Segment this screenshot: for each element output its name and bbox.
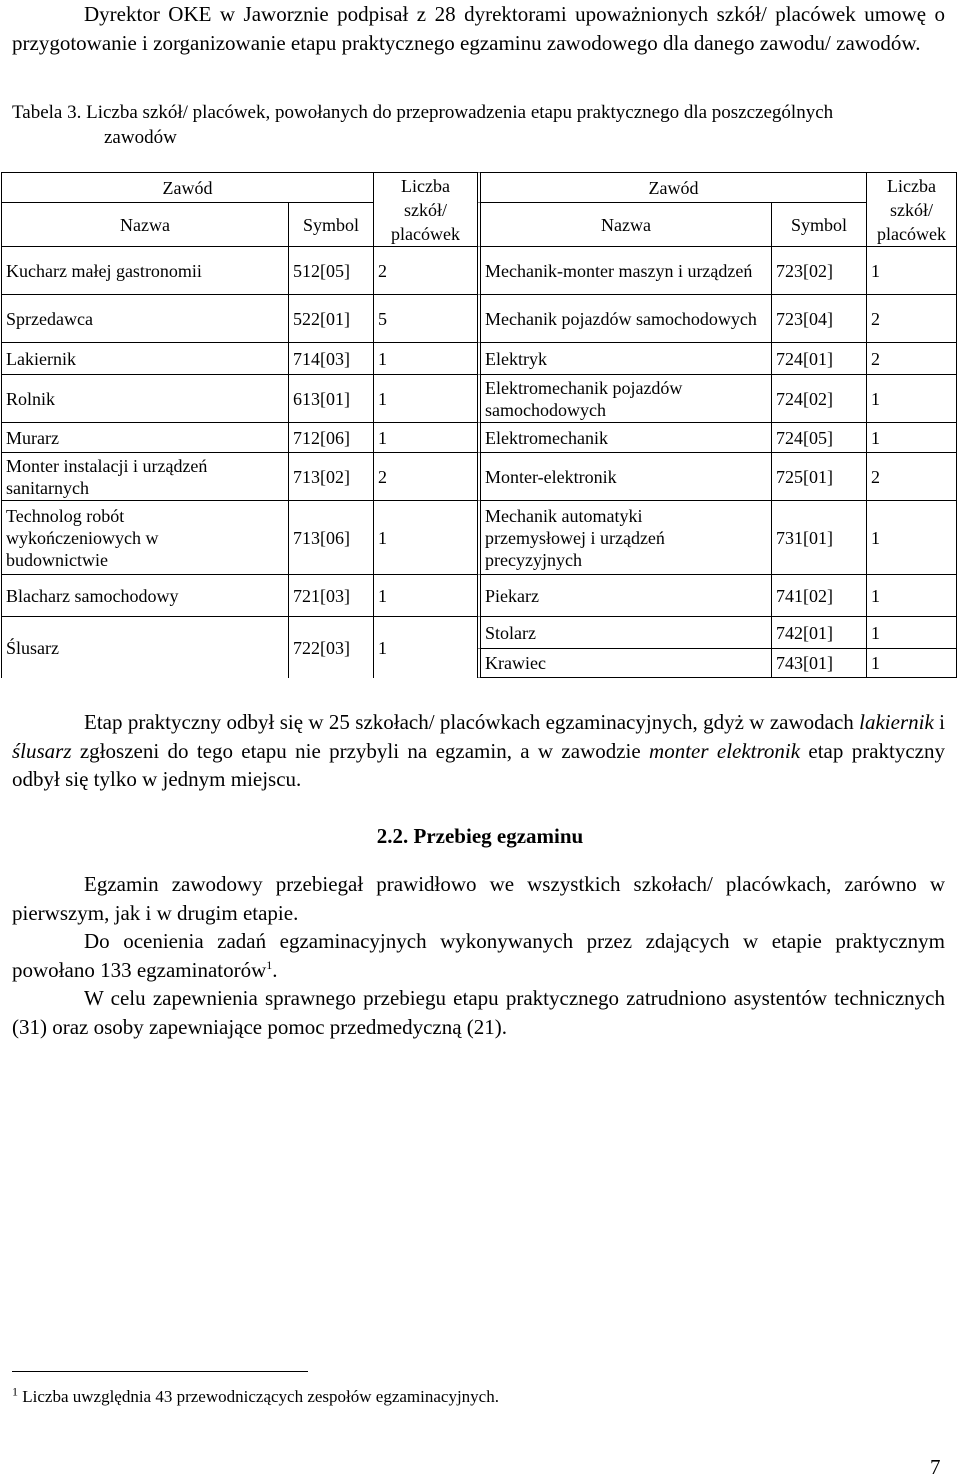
cell-right-symbol: 724[01] — [771, 342, 866, 374]
cell-right-symbol: 731[01] — [771, 500, 866, 574]
footnote: $^1$ Liczba uwzględnia 43 przewodniczących zespołów egzaminacyjnych. — [12, 1384, 499, 1406]
footnote-ref[interactable]: 1 — [266, 957, 273, 972]
table-caption-label: Tabela 3. — [12, 102, 82, 123]
cell-right-symbol: 741[02] — [771, 574, 866, 616]
cell-left-name: Ślusarz — [1, 616, 288, 678]
cell-left-symbol: 714[03] — [288, 342, 373, 374]
cell-left-symbol: 712[06] — [288, 422, 373, 452]
cell-left-symbol: 721[03] — [288, 574, 373, 616]
term-lakiernik: lakiernik — [859, 710, 934, 734]
cell-right-count: 1 — [866, 374, 957, 422]
header-name-right: Nazwa — [477, 202, 771, 246]
cell-left-name: Murarz — [1, 422, 288, 452]
table-row — [1, 294, 957, 342]
cell-left-name: Blacharz samochodowy — [1, 574, 288, 616]
footnote-separator — [12, 1371, 308, 1372]
header-zawod-right: Zawód — [477, 172, 866, 202]
cell-left-name: Monter instalacji i urządzeń sanitarnych — [1, 452, 288, 500]
cell-right-count: 1 — [866, 422, 957, 452]
footnote-mark: 1 — [12, 1384, 18, 1399]
cell-right-count: 1 — [866, 246, 957, 294]
cell-right-count: 1 — [866, 616, 957, 648]
paragraph-assistants: W celu zapewnienia sprawnego przebiegu etapu praktycznego zatrudniono asystentów technicznych (31) oraz osoby zapewniające pomoc przedmedyczną (21). — [12, 986, 945, 1039]
header-count-left: Liczba szkół/ placówek — [373, 172, 477, 246]
page-number: 7 — [930, 1455, 941, 1479]
cell-left-count: 1 — [373, 342, 477, 374]
cell-left-name: Rolnik — [1, 374, 288, 422]
table-row — [1, 500, 957, 574]
cell-right-symbol: 742[01] — [771, 616, 866, 648]
cell-left-symbol: 522[01] — [288, 294, 373, 342]
cell-left-symbol: 722[03] — [288, 616, 373, 678]
header-name-left: Nazwa — [1, 202, 288, 246]
cell-right-name: Krawiec — [477, 648, 771, 678]
term-slusarz: ślusarz — [12, 738, 72, 763]
cell-left-symbol: 613[01] — [288, 374, 373, 422]
cell-right-symbol: 725[01] — [771, 452, 866, 500]
cell-left-count: 1 — [373, 500, 477, 574]
cell-right-count: 1 — [866, 500, 957, 574]
paragraph-stage-summary: Etap praktyczny odbył się w 25 szkołach/ placówkach egzaminacyjnych, gdyż w zawodach lakiernik i ślusarz zgłoszeni do tego etapu nie przybyli na egzamin, a w zawodzie monter elektronik etap praktyczny odbył się tylko w jednym miejscu. — [12, 710, 945, 791]
table-caption — [12, 100, 952, 150]
cell-left-name: Technolog robót wykończeniowych w budownictwie — [1, 500, 288, 574]
cell-left-symbol: 713[02] — [288, 452, 373, 500]
cell-left-count: 2 — [373, 246, 477, 294]
intro-paragraph: Dyrektor OKE w Jaworznie podpisał z 28 dyrektorami upoważnionych szkół/ placówek umowę o przygotowanie i zorganizowanie etapu praktycznego egzaminu zawodowego dla danego zawodu/ zawodów. — [12, 2, 945, 55]
table-row — [1, 452, 957, 500]
table-header-row-1 — [1, 172, 957, 202]
term-monter-elektronik: monter elektronik — [649, 738, 801, 763]
cell-right-name: Mechanik automatyki przemysłowej i urządzeń precyzyjnych — [477, 500, 771, 574]
cell-left-count: 2 — [373, 452, 477, 500]
paragraph-examiners: Do ocenienia zadań egzaminacyjnych wykonywanych przez zdających w etapie praktycznym powołano 133 egzaminatorów$^1$. — [12, 929, 945, 982]
schools-table — [1, 172, 957, 678]
cell-left-symbol: 512[05] — [288, 246, 373, 294]
table-row — [1, 574, 957, 616]
cell-right-name: Elektromechanik pojazdów samochodowych — [477, 374, 771, 422]
header-symbol-left: Symbol — [288, 202, 373, 246]
cell-right-name: Monter-elektronik — [477, 452, 771, 500]
table-caption-text-2: zawodów — [104, 127, 177, 148]
paragraph-exam-course: Egzamin zawodowy przebiegał prawidłowo we wszystkich szkołach/ placówkach, zarówno w pierwszym, jak i w drugim etapie. — [12, 872, 945, 925]
cell-right-name: Piekarz — [477, 574, 771, 616]
section-heading: 2.2. Przebieg egzaminu — [376, 824, 584, 848]
table-caption-text-1: Liczba szkół/ placówek, powołanych do przeprowadzenia etapu praktycznego dla poszczególnych — [86, 102, 834, 123]
cell-right-count: 2 — [866, 452, 957, 500]
cell-right-count: 1 — [866, 648, 957, 678]
cell-right-count: 2 — [866, 294, 957, 342]
header-symbol-right: Symbol — [771, 202, 866, 246]
table-header-row-2 — [1, 202, 957, 246]
cell-right-name: Elektromechanik — [477, 422, 771, 452]
cell-right-count: 2 — [866, 342, 957, 374]
cell-left-name: Kucharz małej gastronomii — [1, 246, 288, 294]
header-count-right: Liczba szkół/ placówek — [866, 172, 957, 246]
table-row — [1, 342, 957, 374]
cell-left-count: 1 — [373, 574, 477, 616]
header-zawod-left: Zawód — [1, 172, 373, 202]
cell-left-count: 1 — [373, 616, 477, 678]
cell-right-symbol: 724[05] — [771, 422, 866, 452]
cell-right-symbol: 724[02] — [771, 374, 866, 422]
table-row — [1, 616, 957, 648]
cell-left-count: 1 — [373, 422, 477, 452]
table-row — [1, 422, 957, 452]
cell-left-count: 1 — [373, 374, 477, 422]
cell-right-symbol: 723[04] — [771, 294, 866, 342]
cell-left-name: Lakiernik — [1, 342, 288, 374]
table-row — [1, 246, 957, 294]
table-row — [1, 374, 957, 422]
cell-left-name: Sprzedawca — [1, 294, 288, 342]
cell-left-count: 5 — [373, 294, 477, 342]
cell-right-count: 1 — [866, 574, 957, 616]
cell-right-name: Stolarz — [477, 616, 771, 648]
cell-right-name: Elektryk — [477, 342, 771, 374]
cell-right-name: Mechanik-monter maszyn i urządzeń — [477, 246, 771, 294]
cell-right-symbol: 723[02] — [771, 246, 866, 294]
cell-left-symbol: 713[06] — [288, 500, 373, 574]
cell-right-symbol: 743[01] — [771, 648, 866, 678]
cell-right-name: Mechanik pojazdów samochodowych — [477, 294, 771, 342]
